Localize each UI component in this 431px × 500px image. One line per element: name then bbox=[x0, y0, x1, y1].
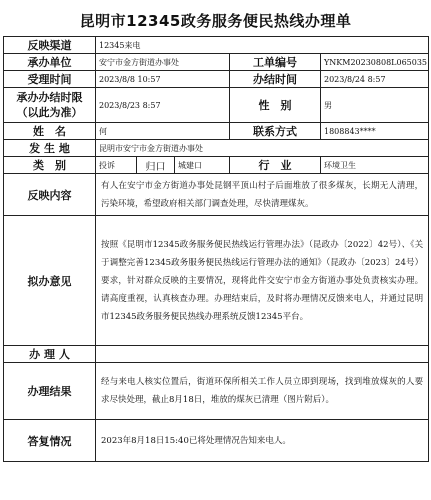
category-label: 类 别 bbox=[4, 157, 96, 174]
category-value-1: 投诉 bbox=[96, 157, 137, 174]
department-value: 安宁市金方街道办事处 bbox=[96, 54, 230, 71]
finish-time-value: 2023/8/24 8:57 bbox=[321, 71, 429, 88]
handler-label: 办 理 人 bbox=[4, 346, 96, 363]
opinion-label: 拟办意见 bbox=[4, 216, 96, 346]
contact-label: 联系方式 bbox=[230, 123, 321, 140]
opinion-text: 按照《昆明市12345政务服务便民热线运行管理办法》（昆政办〔2022〕42号）、《关于调整完善12345政务服务便民热线运行管理办法的通知》（昆政办〔2023〕24号）要求，针对群众反映的主要情况，现将此件交安宁市金方街道办事处负责核实办理。请高度重视，认真核查办理。办理结束后，及时将办理情况反馈来电人，并通过昆明市12345政务服务便民热线办理系统反馈12345平台。 bbox=[96, 216, 429, 346]
gender-label: 性 别 bbox=[230, 88, 321, 123]
category-value-3: 城建口 bbox=[175, 157, 230, 174]
category-value-2: 归口 bbox=[137, 157, 175, 174]
row-accept-time bbox=[4, 71, 429, 88]
row-handler bbox=[4, 346, 429, 363]
form-title: 昆明市12345政务服务便民热线办理单 bbox=[79, 12, 352, 30]
industry-label: 行 业 bbox=[230, 157, 321, 174]
reply-text: 2023年8月18日15:40已将处理情况告知来电人。 bbox=[96, 420, 429, 462]
name-value: 何 bbox=[96, 123, 230, 140]
hotline-form-table bbox=[3, 36, 429, 462]
row-category bbox=[4, 157, 429, 174]
channel-value: 12345来电 bbox=[96, 37, 429, 54]
channel-label: 反映渠道 bbox=[4, 37, 96, 54]
place-value: 昆明市安宁市金方街道办事处 bbox=[96, 140, 429, 157]
row-result bbox=[4, 363, 429, 420]
department-label: 承办单位 bbox=[4, 54, 96, 71]
reply-label: 答复情况 bbox=[4, 420, 96, 462]
name-label: 姓 名 bbox=[4, 123, 96, 140]
place-label: 发 生 地 bbox=[4, 140, 96, 157]
row-deadline bbox=[4, 88, 429, 123]
row-opinion bbox=[4, 216, 429, 346]
deadline-label: 承办办结时限（以此为准） bbox=[4, 88, 96, 123]
content-text: 有人在安宁市金方街道办事处昆钢平顶山村子后面堆放了很多煤灰，长期无人清理，污染环境，希望政府相关部门调查处理，尽快清理煤灰。 bbox=[96, 174, 429, 216]
accept-time-value: 2023/8/8 10:57 bbox=[96, 71, 230, 88]
finish-time-label: 办结时间 bbox=[230, 71, 321, 88]
contact-value: 1808843**** bbox=[321, 123, 429, 140]
row-reply bbox=[4, 420, 429, 462]
industry-value: 环境卫生 bbox=[321, 157, 429, 174]
gender-value: 男 bbox=[321, 88, 429, 123]
row-department bbox=[4, 54, 429, 71]
result-label: 办理结果 bbox=[4, 363, 96, 420]
content-label: 反映内容 bbox=[4, 174, 96, 216]
row-channel bbox=[4, 37, 429, 54]
row-name bbox=[4, 123, 429, 140]
result-text: 经与来电人核实位置后，街道环保所相关工作人员立即到现场，找到堆放煤灰的人要求尽快处理，截止8月18日，堆放的煤灰已清理（图片附后）。 bbox=[96, 363, 429, 420]
deadline-value: 2023/8/23 8:57 bbox=[96, 88, 230, 123]
order-number-value: YNKM20230808L065035 bbox=[321, 54, 429, 71]
row-place bbox=[4, 140, 429, 157]
order-number-label: 工单编号 bbox=[230, 54, 321, 71]
handler-value bbox=[96, 346, 429, 363]
accept-time-label: 受理时间 bbox=[4, 71, 96, 88]
row-content bbox=[4, 174, 429, 216]
